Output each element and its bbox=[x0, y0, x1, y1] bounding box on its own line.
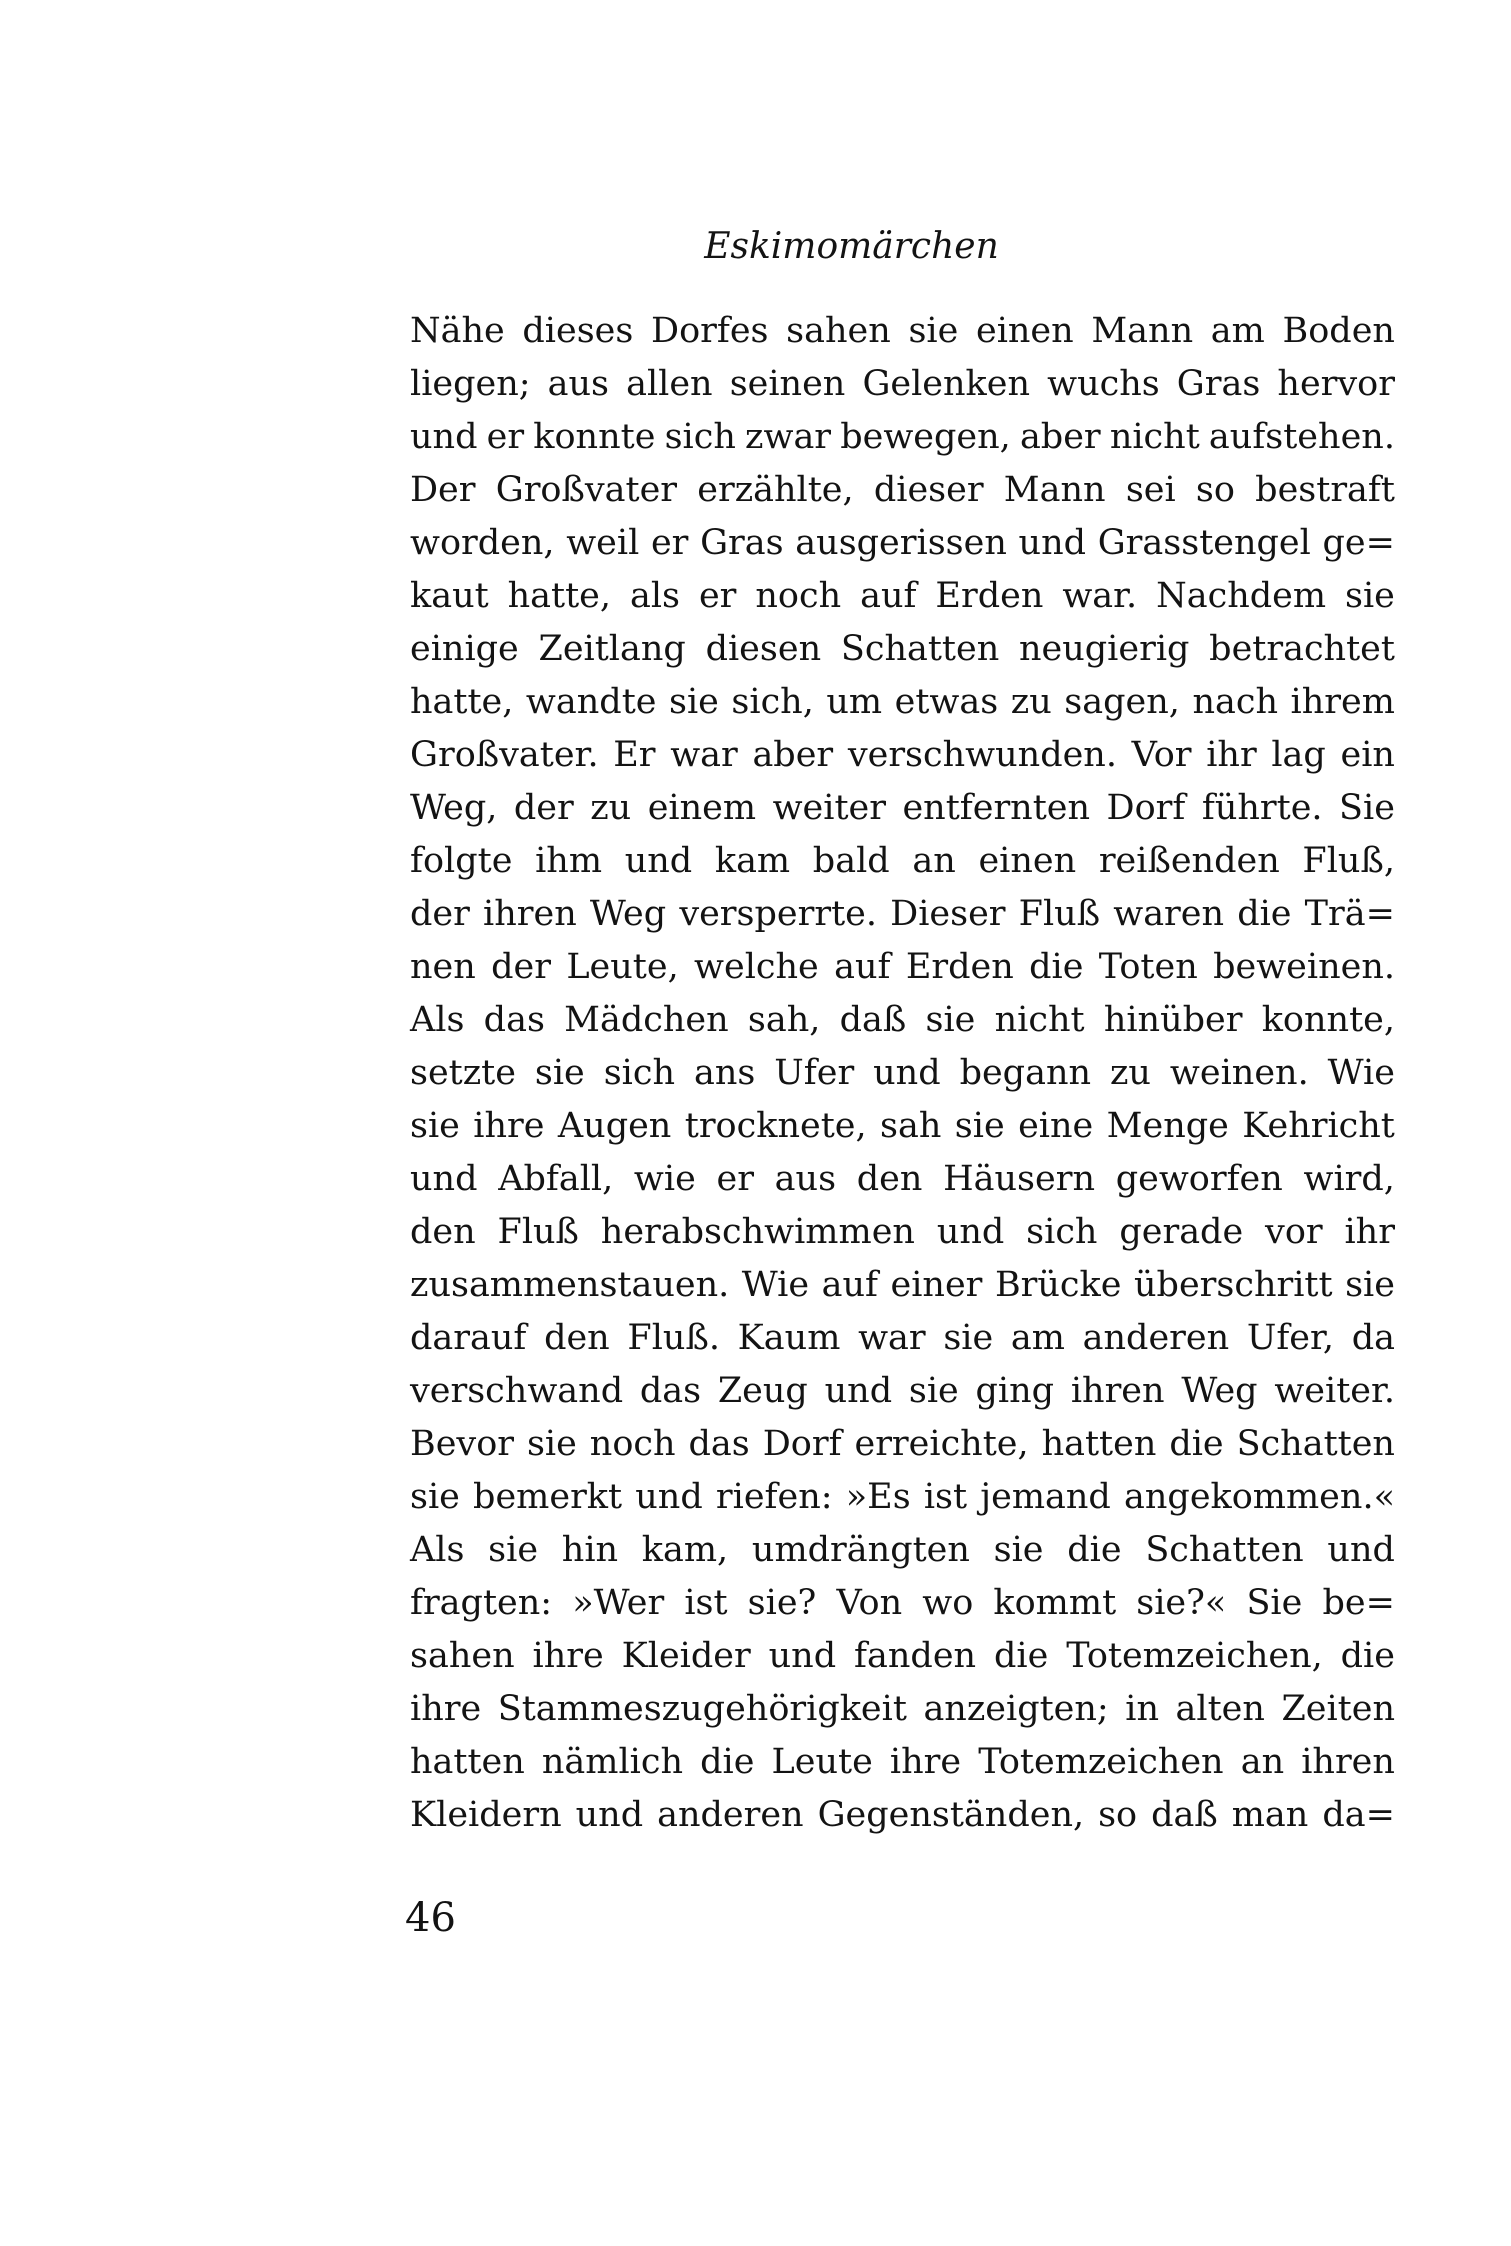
text-line: der ihren Weg versperrte. Dieser Fluß waren die Trä= bbox=[410, 894, 1395, 934]
text-line: hatten nämlich die Leute ihre Totemzeichen an ihren bbox=[410, 1742, 1395, 1782]
text-line: nen der Leute, welche auf Erden die Toten beweinen. bbox=[410, 947, 1395, 987]
text-line: den Fluß herabschwimmen und sich gerade vor ihr bbox=[410, 1212, 1395, 1252]
text-line: darauf den Fluß. Kaum war sie am anderen Ufer, da bbox=[410, 1318, 1395, 1358]
text-line: und er konnte sich zwar bewegen, aber nicht aufstehen. bbox=[410, 417, 1395, 457]
text-line: einige Zeitlang diesen Schatten neugierig betrachtet bbox=[410, 629, 1395, 669]
text-line: zusammenstauen. Wie auf einer Brücke überschritt sie bbox=[410, 1265, 1395, 1305]
text-line: hatte, wandte sie sich, um etwas zu sagen, nach ihrem bbox=[410, 682, 1395, 722]
text-line: sie bemerkt und riefen: »Es ist jemand angekommen.« bbox=[410, 1477, 1395, 1517]
text-line: Großvater. Er war aber verschwunden. Vor ihr lag ein bbox=[410, 735, 1395, 775]
text-line: verschwand das Zeug und sie ging ihren Weg weiter. bbox=[410, 1371, 1395, 1411]
text-line: sie ihre Augen trocknete, sah sie eine Menge Kehricht bbox=[410, 1106, 1395, 1146]
running-head: Eskimomärchen bbox=[704, 226, 999, 267]
text-line: Bevor sie noch das Dorf erreichte, hatten die Schatten bbox=[410, 1424, 1395, 1464]
text-line: Als das Mädchen sah, daß sie nicht hinüber konnte, bbox=[410, 1000, 1395, 1040]
text-line: Kleidern und anderen Gegenständen, so daß man da= bbox=[410, 1795, 1395, 1835]
text-line: und Abfall, wie er aus den Häusern geworfen wird, bbox=[410, 1159, 1395, 1199]
text-line: kaut hatte, als er noch auf Erden war. Nachdem sie bbox=[410, 576, 1395, 616]
text-line: Der Großvater erzählte, dieser Mann sei so bestraft bbox=[410, 470, 1395, 510]
text-line: ihre Stammeszugehörigkeit anzeigten; in alten Zeiten bbox=[410, 1689, 1395, 1729]
body-text bbox=[410, 305, 1395, 1842]
text-line: liegen; aus allen seinen Gelenken wuchs Gras hervor bbox=[410, 364, 1395, 404]
text-line: Nähe dieses Dorfes sahen sie einen Mann am Boden bbox=[410, 311, 1395, 351]
text-line: folgte ihm und kam bald an einen reißenden Fluß, bbox=[410, 841, 1395, 881]
page-number: 46 bbox=[405, 1895, 456, 1941]
text-line: Weg, der zu einem weiter entfernten Dorf führte. Sie bbox=[410, 788, 1395, 828]
text-line: sahen ihre Kleider und fanden die Totemzeichen, die bbox=[410, 1636, 1395, 1676]
text-line: fragten: »Wer ist sie? Von wo kommt sie?« Sie be= bbox=[410, 1583, 1395, 1623]
text-line: Als sie hin kam, umdrängten sie die Schatten und bbox=[410, 1530, 1395, 1570]
text-line: worden, weil er Gras ausgerissen und Grasstengel ge= bbox=[410, 523, 1395, 563]
text-line: setzte sie sich ans Ufer und begann zu weinen. Wie bbox=[410, 1053, 1395, 1093]
